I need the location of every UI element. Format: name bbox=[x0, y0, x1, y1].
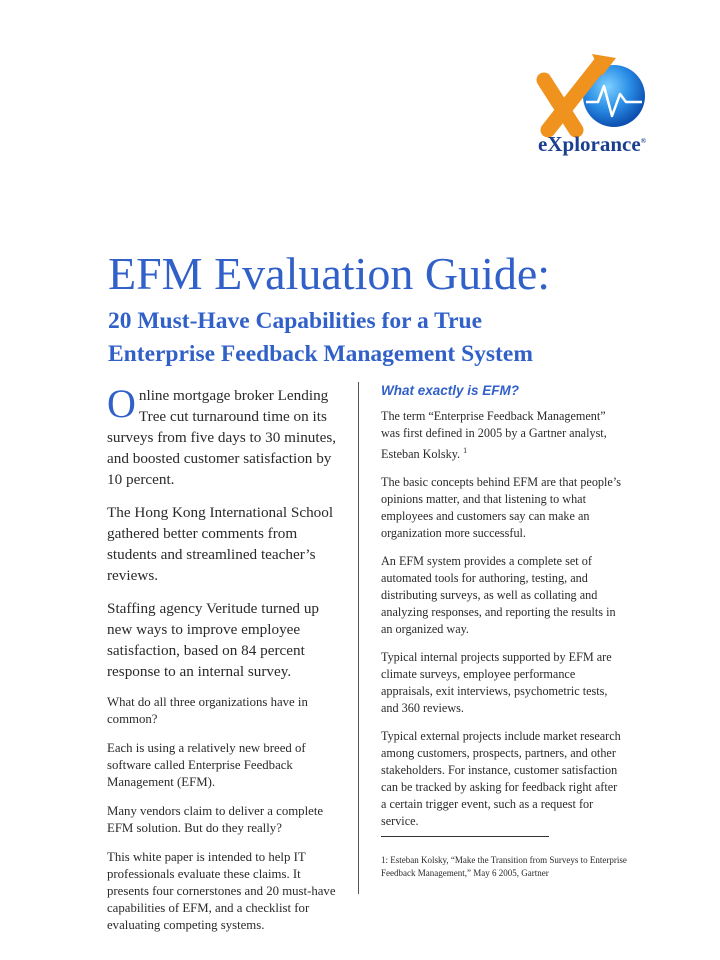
subtitle-line-1: 20 Must-Have Capabilities for a True bbox=[108, 308, 483, 334]
footnote-ref[interactable]: 1 bbox=[463, 446, 468, 455]
footnote: 1: Esteban Kolsky, “Make the Transition from Surveys to Enterprise Feedback Management,” May 6 2005, Gartner bbox=[381, 855, 627, 878]
subtitle-line-2: Enterprise Feedback Management System bbox=[108, 341, 533, 367]
intro-paragraph-5: Each is using a relatively new breed of software called Enterprise Feedback Management (EFM). bbox=[107, 741, 306, 789]
intro-paragraph-1: Online mortgage broker Lending Tree cut turnaround time on its surveys from five days to 30 minutes, and boosted customer satisfaction by 10 percent. bbox=[107, 381, 337, 488]
footnote-rule bbox=[381, 836, 549, 837]
efm-paragraph-1: The term “Enterprise Feedback Management” was first defined in 2005 by a Gartner analyst, Esteban Kolsky. $^1$ bbox=[381, 409, 607, 462]
intro-paragraph-2: The Hong Kong International School gathered better comments from students and streamlined teacher’s reviews. bbox=[107, 504, 334, 584]
right-column bbox=[381, 383, 621, 841]
efm-paragraph-5: Typical external projects include market research among customers, prospects, partners, and other stakeholders. For instance, customer satisfaction can be tracked by asking for feedback right after a certain trigger event, such as a request for service. bbox=[381, 729, 621, 829]
document-subtitle bbox=[108, 305, 533, 371]
intro-paragraph-3: Staffing agency Veritude turned up new ways to improve employee satisfaction, based on 84 percent response to an internal survey. bbox=[107, 600, 320, 680]
logo-mark-icon bbox=[522, 50, 662, 140]
intro-paragraph-4: What do all three organizations have in common? bbox=[107, 695, 308, 726]
section-heading: What exactly is EFM? bbox=[381, 383, 520, 398]
drop-cap: O bbox=[107, 381, 136, 426]
document-title: EFM Evaluation Guide: bbox=[108, 248, 551, 299]
logo-wordmark: eXplorance® bbox=[538, 132, 646, 156]
column-divider bbox=[358, 382, 359, 894]
intro-paragraph-6: Many vendors claim to deliver a complete EFM solution. But do they really? bbox=[107, 804, 324, 835]
left-column bbox=[107, 381, 345, 946]
intro-paragraph-7: This white paper is intended to help IT professionals evaluate these claims. It presents four cornerstones and 20 must-have capabilities of EFM, and a checklist for evaluating competing systems. bbox=[107, 850, 336, 932]
efm-paragraph-4: Typical internal projects supported by EFM are climate surveys, employee performance appraisals, exit interviews, psychometric tests, and 360 reviews. bbox=[381, 650, 612, 716]
efm-paragraph-2: The basic concepts behind EFM are that people’s opinions matter, and that listening to what employees and customers say can make an organization more successful. bbox=[381, 475, 621, 541]
explorance-logo bbox=[522, 50, 662, 160]
efm-paragraph-3: An EFM system provides a complete set of automated tools for authoring, testing, and distributing surveys, as well as collating and analyzing responses, and reporting the results in an organized way. bbox=[381, 554, 616, 637]
